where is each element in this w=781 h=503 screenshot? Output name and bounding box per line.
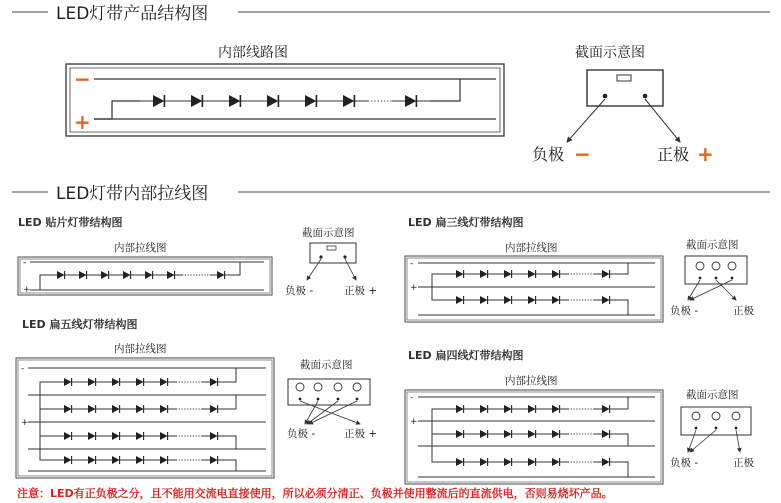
diode-symbol [112, 432, 120, 440]
diode-symbol [480, 405, 488, 413]
diode-symbol [229, 95, 240, 107]
diode-symbol [79, 271, 87, 279]
main-pos-sign: + [74, 110, 91, 134]
flat5-diode-chains [56, 378, 226, 464]
main-cross-section [567, 70, 680, 142]
positive-mark: + [697, 142, 714, 166]
diode-symbol [504, 458, 512, 466]
diode-symbol [210, 432, 218, 440]
diode-symbol [602, 458, 610, 466]
diode-symbol [480, 296, 488, 304]
diode-row [448, 430, 618, 438]
diode-symbol [405, 95, 416, 107]
diode-symbol [88, 378, 96, 386]
section1-title: LED灯带产品结构图 [56, 4, 209, 24]
diode-symbol [528, 458, 536, 466]
diode-symbol [112, 405, 120, 413]
flat5-positive-label: 正极 + [344, 428, 378, 440]
diode-row [56, 456, 226, 464]
negative-mark: − [574, 142, 591, 166]
diode-symbol [210, 405, 218, 413]
patch-internal-title: 内部拉线图 [114, 242, 167, 254]
patch-neg-sign: - [23, 258, 27, 268]
cross-section-title: 截面示意图 [575, 45, 645, 61]
diode-row [56, 405, 226, 413]
flat3-pos-sign: + [410, 283, 418, 293]
positive-label: 正极 [657, 145, 690, 164]
diode-symbol [160, 456, 168, 464]
diode-symbol [504, 270, 512, 278]
diode-symbol [480, 270, 488, 278]
diode-symbol [64, 432, 72, 440]
flat4-diode-chains [448, 405, 618, 466]
patch-pos-sign: + [23, 285, 31, 295]
diode-symbol [602, 430, 610, 438]
diode-symbol [57, 271, 65, 279]
diode-symbol [160, 405, 168, 413]
diode-symbol [343, 95, 354, 107]
patch-negative-label: 负极 - [285, 285, 314, 297]
diode-symbol [602, 296, 610, 304]
diode-symbol [480, 458, 488, 466]
diode-symbol [456, 270, 464, 278]
diode-row [448, 296, 618, 304]
flat5-neg-sign: - [21, 364, 25, 374]
diode-symbol [112, 378, 120, 386]
diode-symbol [160, 432, 168, 440]
footer-warning-note: 注意：LED有正负极之分，且不能用交流电直接使用，所以必须分清正、负极并使用整流后的直流供电，否则易烧坏产品。 [17, 487, 613, 500]
diode-symbol [217, 271, 225, 279]
negative-label: 负极 [532, 145, 565, 164]
diode-symbol [552, 458, 560, 466]
diode-symbol [552, 296, 560, 304]
flat5-strip-title: LED 扁五线灯带结构图 [22, 318, 138, 331]
flat4-positive-label: 正极 [733, 457, 754, 469]
diode-symbol [305, 95, 316, 107]
diode-symbol [145, 271, 153, 279]
diode-symbol [101, 271, 109, 279]
flat3-cross-section [685, 256, 747, 300]
diode-symbol [528, 270, 536, 278]
diode-symbol [64, 456, 72, 464]
diode-row [56, 378, 226, 386]
section2-heading [12, 184, 770, 204]
flat4-strip-title: LED 扁四线灯带结构图 [408, 349, 524, 362]
section2-title: LED灯带内部拉线图 [56, 184, 209, 204]
flat4-cross-title: 截面示意图 [686, 389, 739, 401]
patch-positive-label: 正极 + [344, 285, 378, 297]
diode-symbol [504, 296, 512, 304]
main-circuit-diagram [66, 64, 504, 136]
flat5-pos-sign: + [21, 418, 29, 428]
patch-cross-section [307, 243, 356, 280]
flat4-cross-section [681, 407, 751, 452]
patch-strip-title: LED 贴片灯带结构图 [18, 216, 123, 229]
diode-symbol [64, 405, 72, 413]
internal-circuit-title: 内部线路图 [218, 45, 288, 61]
diode-symbol [528, 430, 536, 438]
patch-diode-chain [50, 271, 232, 279]
diode-symbol [167, 271, 175, 279]
flat5-cross-title: 截面示意图 [300, 359, 353, 371]
diode-symbol [123, 271, 131, 279]
diode-symbol [136, 432, 144, 440]
flat4-negative-label: 负极 - [670, 457, 699, 469]
main-neg-sign: − [74, 67, 91, 91]
diode-symbol [267, 95, 278, 107]
diode-symbol [88, 456, 96, 464]
diode-symbol [88, 405, 96, 413]
flat4-neg-sign: - [410, 393, 414, 403]
flat4-internal-title: 内部拉线图 [505, 375, 558, 387]
diode-symbol [552, 430, 560, 438]
flat3-internal-title: 内部拉线图 [505, 242, 558, 254]
diode-row [56, 432, 226, 440]
diode-row [50, 271, 232, 279]
diode-row [448, 270, 618, 278]
diode-symbol [504, 405, 512, 413]
diode-symbol [552, 405, 560, 413]
flat3-neg-sign: - [410, 259, 414, 269]
diode-symbol [528, 405, 536, 413]
diode-symbol [160, 378, 168, 386]
flat5-cross-section [288, 379, 370, 424]
diode-symbol [528, 296, 536, 304]
diode-symbol [136, 405, 144, 413]
flat3-positive-label: 正极 [733, 305, 754, 317]
diode-symbol [112, 456, 120, 464]
diode-row [448, 405, 618, 413]
diode-row [140, 95, 430, 107]
diode-symbol [88, 432, 96, 440]
diode-symbol [552, 270, 560, 278]
section1-heading [12, 4, 770, 24]
flat5-strip-diagram [16, 358, 274, 478]
flat5-negative-label: 负极 - [287, 428, 316, 440]
diode-row [448, 458, 618, 466]
diode-symbol [136, 378, 144, 386]
flat3-cross-title: 截面示意图 [686, 239, 739, 251]
diode-symbol [456, 405, 464, 413]
diode-symbol [136, 456, 144, 464]
patch-cross-title: 截面示意图 [302, 227, 355, 239]
flat3-strip-title: LED 扁三线灯带结构图 [408, 216, 524, 229]
diode-symbol [456, 458, 464, 466]
diode-symbol [64, 378, 72, 386]
flat4-pos-sign: + [410, 417, 418, 427]
diode-symbol [456, 430, 464, 438]
diode-symbol [504, 430, 512, 438]
diode-symbol [210, 378, 218, 386]
flat3-strip-diagram [405, 256, 663, 322]
diode-symbol [602, 270, 610, 278]
diode-chain [140, 95, 430, 107]
flat3-negative-label: 负极 - [670, 305, 699, 317]
flat5-internal-title: 内部拉线图 [114, 343, 167, 355]
diode-symbol [210, 456, 218, 464]
flat4-strip-diagram [405, 390, 663, 484]
diode-symbol [191, 95, 202, 107]
diode-symbol [456, 296, 464, 304]
patch-strip-diagram [18, 257, 272, 295]
diode-symbol [602, 405, 610, 413]
diode-symbol [153, 95, 164, 107]
diode-symbol [480, 430, 488, 438]
